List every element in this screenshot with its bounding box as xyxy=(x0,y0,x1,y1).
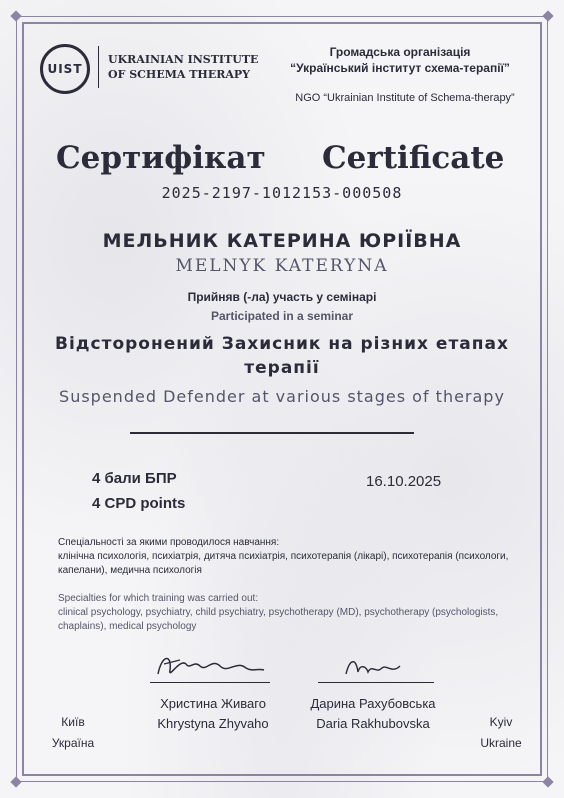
specialties-list-en: clinical psychology, psychiatry, child psychiatry, psychotherapy (MD), psychotherapy (psychologists, chaplains), medical psychology xyxy=(58,607,499,632)
signature-zhyvaho xyxy=(150,650,270,684)
seminar-underline xyxy=(130,432,414,434)
city-ua: Київ xyxy=(61,715,85,729)
specialties-ua xyxy=(58,536,528,578)
signature-rakhubovska xyxy=(340,652,410,682)
seminar-date: 16.10.2025 xyxy=(366,473,442,490)
signature-line-left xyxy=(150,682,270,683)
participation-text-ua: Прийняв (-ла) участь у семінарі xyxy=(187,290,377,304)
specialties-heading-en: Specialties for which training was carried out: xyxy=(58,593,259,604)
institute-logo: UIST xyxy=(40,44,90,94)
country-en: Ukraine xyxy=(480,736,522,750)
organization-line-1: Громадська організація xyxy=(329,45,471,59)
organization-name-en: NGO “Ukrainian Institute of Schema-therapy” xyxy=(295,92,515,104)
organization-name-ua xyxy=(280,44,520,76)
institute-name: UKRAINIAN INSTITUTE OF SCHEMA THERAPY xyxy=(108,53,259,81)
location-left xyxy=(38,712,108,754)
signatory-rakhubovska xyxy=(288,694,458,734)
specialties-en xyxy=(58,592,528,634)
specialties-list-ua: клінічна психологія, психіатрія, дитяча психіатрія, психотерапія (лікарі), психотерапія (психологи, капелани), медична психологія xyxy=(58,551,509,576)
location-right xyxy=(466,712,536,754)
recipient-name-ua: МЕЛЬНИК КАТЕРИНА ЮРІЇВНА xyxy=(102,230,462,252)
signature-line-right xyxy=(318,682,434,683)
certificate-number: 2025-2197-1012153-000508 xyxy=(161,184,403,202)
specialties-heading-ua: Спеціальності за якими проводилося навчання: xyxy=(58,537,280,548)
signatory-zhyvaho xyxy=(128,694,298,734)
seminar-title-ua: Відсторонений Захисник на різних етапах терапії xyxy=(55,334,509,378)
logo-divider xyxy=(98,46,99,88)
signatory-2-name-en: Daria Rakhubovska xyxy=(316,716,430,731)
points-en: 4 CPD points xyxy=(92,495,186,512)
points-ua: 4 бали БПР xyxy=(92,470,177,487)
city-en: Kyiv xyxy=(489,715,513,729)
title-ua: Сертифікат xyxy=(56,140,266,176)
recipient-name-en: MELNYK KATERYNA xyxy=(175,256,389,276)
seminar-title-en: Suspended Defender at various stages of therapy xyxy=(59,387,505,406)
country-ua: Україна xyxy=(51,736,95,750)
signatory-2-name-ua: Дарина Рахубовська xyxy=(310,696,436,711)
signatory-1-name-ua: Христина Живаго xyxy=(160,696,266,711)
cpd-points xyxy=(92,466,185,516)
organization-line-2: “Український інститут схема-терапії” xyxy=(290,61,510,75)
title-en: Certificate xyxy=(322,140,505,176)
participation-text-en: Participated in a seminar xyxy=(210,309,354,323)
signatory-1-name-en: Khrystyna Zhyvaho xyxy=(157,716,269,731)
